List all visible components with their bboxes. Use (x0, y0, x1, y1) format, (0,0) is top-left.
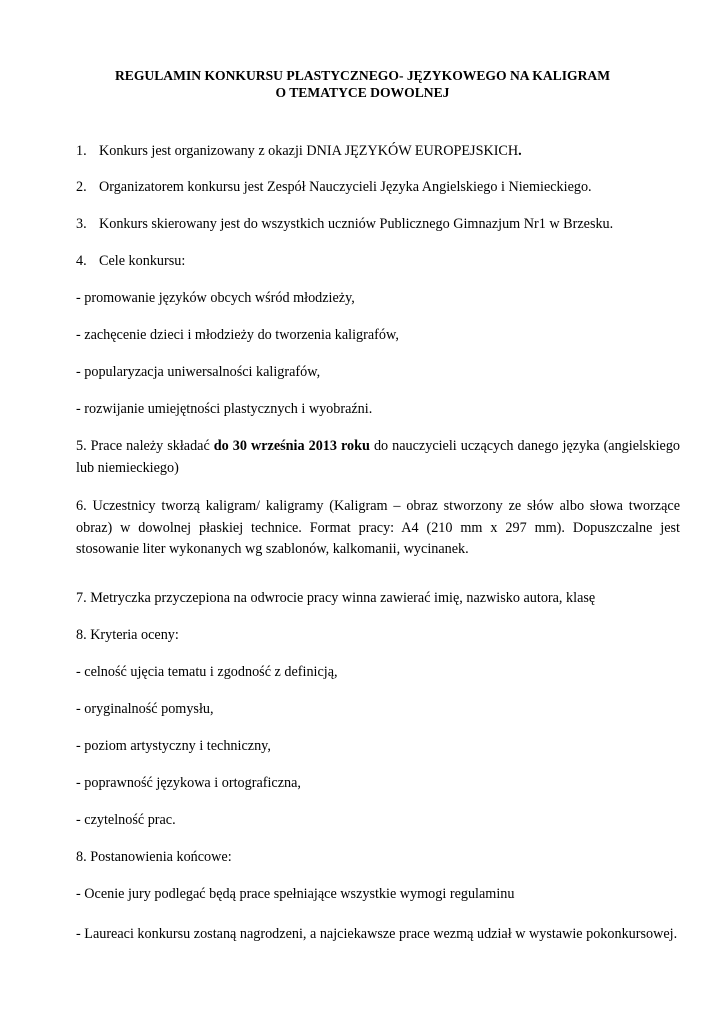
item-5-deadline: do 30 września 2013 roku (213, 438, 370, 454)
item-1-text: Konkurs jest organizowany z okazji DNIA JĘZYKÓW EUROPEJSKICH (99, 143, 519, 159)
item-5-text-after: do nauczycieli uczących danego języka (angielskiego lub niemieckiego) (76, 438, 681, 476)
item-2 (76, 177, 680, 199)
criteria-item: - celność ujęcia tematu i zgodność z definicją, (76, 664, 338, 680)
item-2-number: 2. (76, 179, 87, 195)
item-1-bold-period: . (518, 143, 522, 159)
item-5 (76, 436, 680, 479)
final-heading: 8. Postanowienia końcowe: (76, 849, 232, 865)
final-item: - Laureaci konkursu zostaną nagrodzeni, a najciekawsze prace wezmą udział w wystawie pokonkursowej. (76, 926, 678, 942)
criteria-item: - oryginalność pomysłu, (76, 701, 214, 717)
title-line-2: O TEMATYCE DOWOLNEJ (275, 85, 450, 100)
goal-item: - rozwijanie umiejętności plastycznych i wyobraźni. (76, 401, 373, 417)
document-title (0, 67, 725, 101)
item-4 (76, 251, 680, 273)
criteria-item: - czytelność prac. (76, 812, 176, 828)
criteria-item: - poziom artystyczny i techniczny, (76, 738, 271, 754)
criteria-item: - poprawność językowa i ortograficzna, (76, 775, 301, 791)
item-7: 7. Metryczka przyczepiona na odwrocie pracy winna zawierać imię, nazwisko autora, klasę (76, 590, 596, 606)
item-1-number: 1. (76, 143, 87, 159)
title-line-1: REGULAMIN KONKURSU PLASTYCZNEGO- JĘZYKOWEGO NA KALIGRAM (114, 68, 611, 83)
item-3-number: 3. (76, 216, 87, 232)
item-3-text: Konkurs skierowany jest do wszystkich uczniów Publicznego Gimnazjum Nr1 w Brzesku. (99, 216, 614, 232)
item-2-text: Organizatorem konkursu jest Zespół Nauczycieli Języka Angielskiego i Niemieckiego. (99, 179, 592, 195)
item-6: 6. Uczestnicy tworzą kaligram/ kaligramy (Kaligram – obraz stworzony ze słów albo słowa tworzące obraz) w dowolnej płaskiej technice. Format pracy: A4 (210 mm x 297 mm). Dopuszczalne jest stosowanie liter wykonanych wg szablonów, kalkomanii, wycinanek. (76, 498, 680, 557)
goal-item: - promowanie języków obcych wśród młodzieży, (76, 290, 355, 306)
item-4-text: Cele konkursu: (99, 253, 186, 269)
item-5-text-before: 5. Prace należy składać (76, 438, 214, 454)
item-3 (76, 214, 680, 236)
item-8-heading: 8. Kryteria oceny: (76, 627, 179, 643)
goal-item: - popularyzacja uniwersalności kaligrafów, (76, 364, 321, 380)
final-item: - Ocenie jury podlegać będą prace spełniające wszystkie wymogi regulaminu (76, 886, 515, 902)
goal-item: - zachęcenie dzieci i młodzieży do tworzenia kaligrafów, (76, 327, 399, 343)
item-4-number: 4. (76, 253, 87, 269)
item-1 (76, 141, 680, 163)
